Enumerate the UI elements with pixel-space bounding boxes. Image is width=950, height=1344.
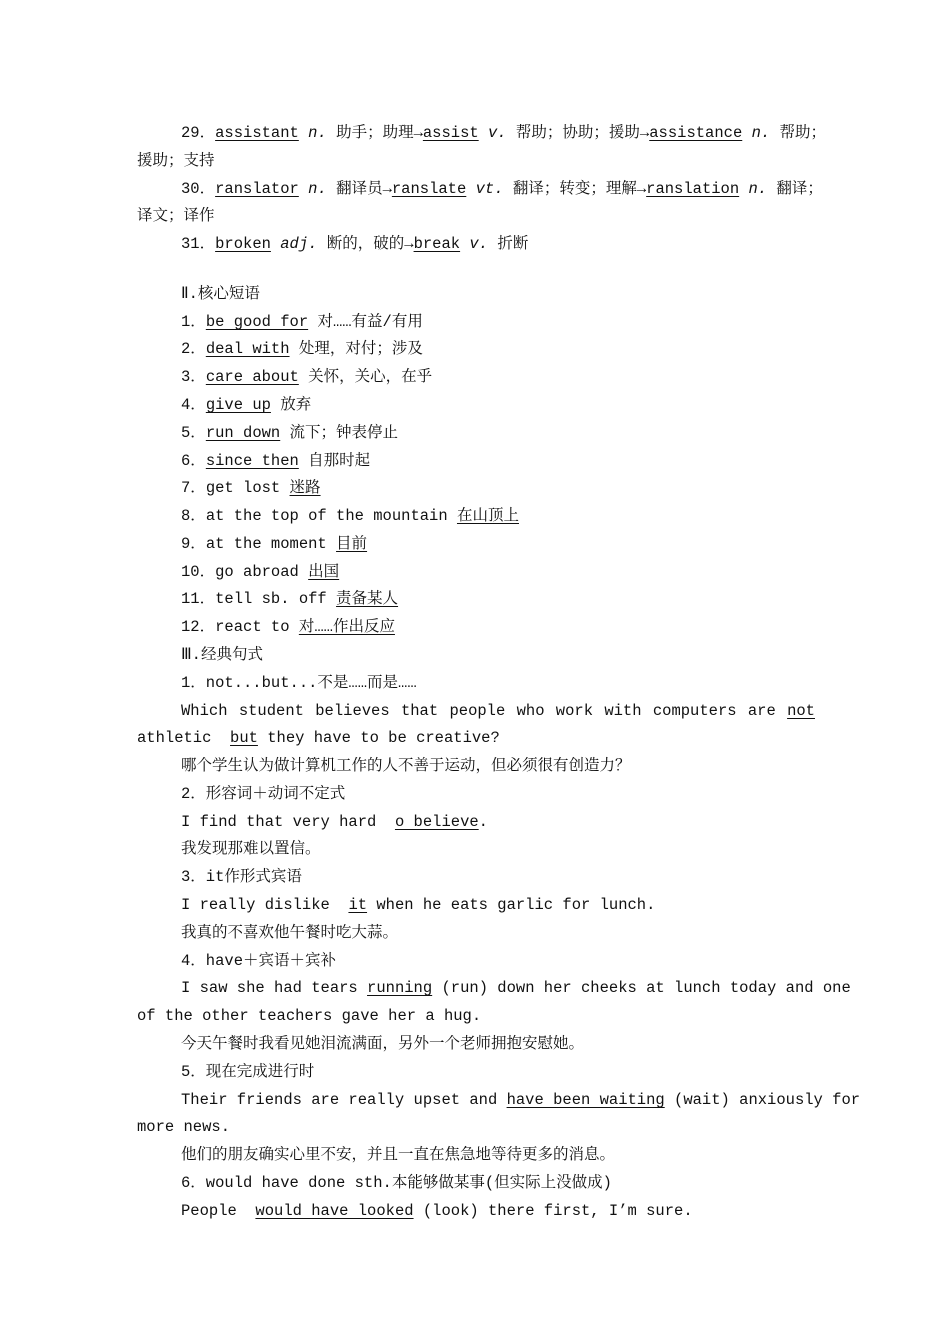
part-of-speech: n. xyxy=(748,180,768,198)
sentence-text: . xyxy=(478,813,488,831)
meaning: 对……有益/有用 xyxy=(317,313,423,331)
vocab-item-29 xyxy=(181,123,826,143)
meaning: 自那时起 xyxy=(308,452,371,470)
sentence-text: Their friends are really upset and xyxy=(181,1091,498,1109)
meaning: 关怀，关心，在乎 xyxy=(308,368,433,386)
answer-word: ranslation xyxy=(646,180,740,198)
phrase: tell sb. off xyxy=(215,590,327,608)
answer-meaning: 迷路 xyxy=(289,479,321,497)
answer-meaning: 对……作出反应 xyxy=(298,618,395,636)
sentence-text: People xyxy=(181,1202,237,1220)
sentence-text: Which student believes that people who work with computers are xyxy=(181,702,776,720)
phrase-item xyxy=(181,451,370,471)
meaning: 放弃 xyxy=(280,396,312,414)
example-sentence-continuation: of the other teachers gave her a hug. xyxy=(137,1007,482,1025)
phrase: react to xyxy=(215,618,290,636)
phrase: go abroad xyxy=(215,563,299,581)
answer-phrase: deal with xyxy=(205,340,290,358)
example-sentence-continuation xyxy=(137,728,500,748)
translation: 他们的朋友确实心里不安，并且一直在焦急地等待更多的消息。 xyxy=(181,1146,616,1164)
answer-meaning: 出国 xyxy=(308,563,340,581)
answer-word: but xyxy=(230,729,258,747)
meaning: 帮助； xyxy=(779,124,826,142)
answer-meaning: 在山顶上 xyxy=(456,507,519,525)
phrase: get lost xyxy=(205,479,281,497)
item-number: 10． xyxy=(181,563,216,581)
part-of-speech: v. xyxy=(469,235,489,253)
pattern-title: 1．not...but...不是……而是…… xyxy=(181,674,417,692)
answer-word: it xyxy=(348,896,368,914)
sentence-text: (look) there first, I’m sure. xyxy=(422,1202,693,1220)
pattern-title: 2．形容词＋动词不定式 xyxy=(181,785,346,803)
answer-meaning: 目前 xyxy=(336,535,368,553)
vocab-item-31 xyxy=(181,234,528,254)
example-sentence xyxy=(181,701,815,721)
sentence-text: (wait) anxiously for xyxy=(674,1091,861,1109)
item-number: 31． xyxy=(181,235,216,253)
pattern-title: 5．现在完成进行时 xyxy=(181,1063,315,1081)
translation: 我真的不喜欢他午餐时吃大蒜。 xyxy=(181,924,399,942)
item-number: 4． xyxy=(181,396,206,414)
item-number: 29． xyxy=(181,124,216,142)
phrase-item xyxy=(181,589,398,609)
phrase-item xyxy=(181,617,395,637)
sentence-text: (run) down her cheeks at lunch today and one xyxy=(441,979,851,997)
answer-word: have been waiting xyxy=(506,1091,665,1109)
section-heading-sentences: Ⅲ.经典句式 xyxy=(181,646,263,664)
example-sentence xyxy=(181,895,655,915)
item-number: 30． xyxy=(181,180,216,198)
answer-word: ranslator xyxy=(215,180,299,198)
vocab-item-30 xyxy=(181,179,823,199)
item-number: 11． xyxy=(181,590,216,608)
item-number: 6． xyxy=(181,452,206,470)
sentence-text: athletic xyxy=(137,729,212,747)
part-of-speech: v. xyxy=(488,124,507,142)
meaning: 翻译；转变；理解→ xyxy=(512,180,647,198)
meaning: 助手；助理→ xyxy=(336,124,423,142)
sentence-text: I really dislike xyxy=(181,896,330,914)
answer-word: broken xyxy=(215,235,271,253)
sentence-text: when he eats garlic for lunch. xyxy=(376,896,656,914)
answer-word: running xyxy=(367,979,433,997)
phrase-item xyxy=(181,339,423,359)
item-number: 2． xyxy=(181,340,206,358)
item-number: 7． xyxy=(181,479,206,497)
meaning: 帮助；协助；援助→ xyxy=(515,124,650,142)
answer-phrase: run down xyxy=(205,424,281,442)
item-number: 1． xyxy=(181,313,206,331)
translation: 哪个学生认为做计算机工作的人不善于运动，但必须很有创造力？ xyxy=(181,757,631,775)
answer-phrase: since then xyxy=(205,452,299,470)
phrase: at the top of the mountain xyxy=(205,507,448,525)
vocab-item-29-continuation: 援助；支持 xyxy=(137,152,215,170)
answer-phrase: care about xyxy=(205,368,299,386)
phrase-item xyxy=(181,562,339,582)
section-heading-phrases: Ⅱ.核心短语 xyxy=(181,285,260,303)
example-sentence xyxy=(181,978,851,998)
translation: 今天午餐时我看见她泪流满面，另外一个老师拥抱安慰她。 xyxy=(181,1035,585,1053)
answer-phrase: be good for xyxy=(205,313,309,331)
item-number: 8． xyxy=(181,507,206,525)
answer-word: o believe xyxy=(394,813,479,831)
part-of-speech: n. xyxy=(308,180,327,198)
answer-word: assistant xyxy=(215,124,299,142)
example-sentence-continuation: more news. xyxy=(137,1118,231,1136)
phrase-item xyxy=(181,506,519,526)
answer-phrase: give up xyxy=(205,396,271,414)
meaning: 翻译； xyxy=(776,180,823,198)
item-number: 3． xyxy=(181,368,206,386)
answer-word: assist xyxy=(422,124,479,142)
part-of-speech: vt. xyxy=(475,180,504,198)
phrase-item xyxy=(181,423,398,443)
answer-word: ranslate xyxy=(391,180,467,198)
phrase-item xyxy=(181,395,311,415)
answer-word: break xyxy=(413,235,461,253)
phrase-item xyxy=(181,478,321,498)
example-sentence xyxy=(181,812,488,832)
example-sentence xyxy=(181,1201,693,1221)
meaning: 处理，对付；涉及 xyxy=(298,340,423,358)
example-sentence xyxy=(181,1090,861,1110)
part-of-speech: adj. xyxy=(280,235,318,253)
meaning: 流下；钟表停止 xyxy=(289,424,399,442)
item-number: 9． xyxy=(181,535,206,553)
translation: 我发现那难以置信。 xyxy=(181,840,321,858)
pattern-title: 4．have＋宾语＋宾补 xyxy=(181,952,337,970)
meaning: 折断 xyxy=(497,235,529,253)
phrase-item xyxy=(181,312,423,332)
phrase: at the moment xyxy=(205,535,327,553)
item-number: 12． xyxy=(181,618,216,636)
sentence-text: I saw she had tears xyxy=(181,979,358,997)
part-of-speech: n. xyxy=(308,124,327,142)
pattern-title: 6．would have done sth.本能够做某事(但实际上没做成) xyxy=(181,1174,612,1192)
answer-word: assistance xyxy=(649,124,743,142)
sentence-text: they have to be creative? xyxy=(267,729,500,747)
sentence-text: I find that very hard xyxy=(181,813,377,831)
meaning: 断的，破的→ xyxy=(326,235,414,253)
item-number: 5． xyxy=(181,424,206,442)
part-of-speech: n. xyxy=(751,124,771,142)
phrase-item xyxy=(181,367,432,387)
vocab-item-30-continuation: 译文；译作 xyxy=(137,207,215,225)
pattern-title: 3．it作形式宾语 xyxy=(181,868,302,886)
meaning: 翻译员→ xyxy=(336,180,392,198)
answer-meaning: 责备某人 xyxy=(336,590,399,608)
phrase-item xyxy=(181,534,367,554)
answer-word: not xyxy=(787,702,815,720)
answer-word: would have looked xyxy=(255,1202,414,1220)
